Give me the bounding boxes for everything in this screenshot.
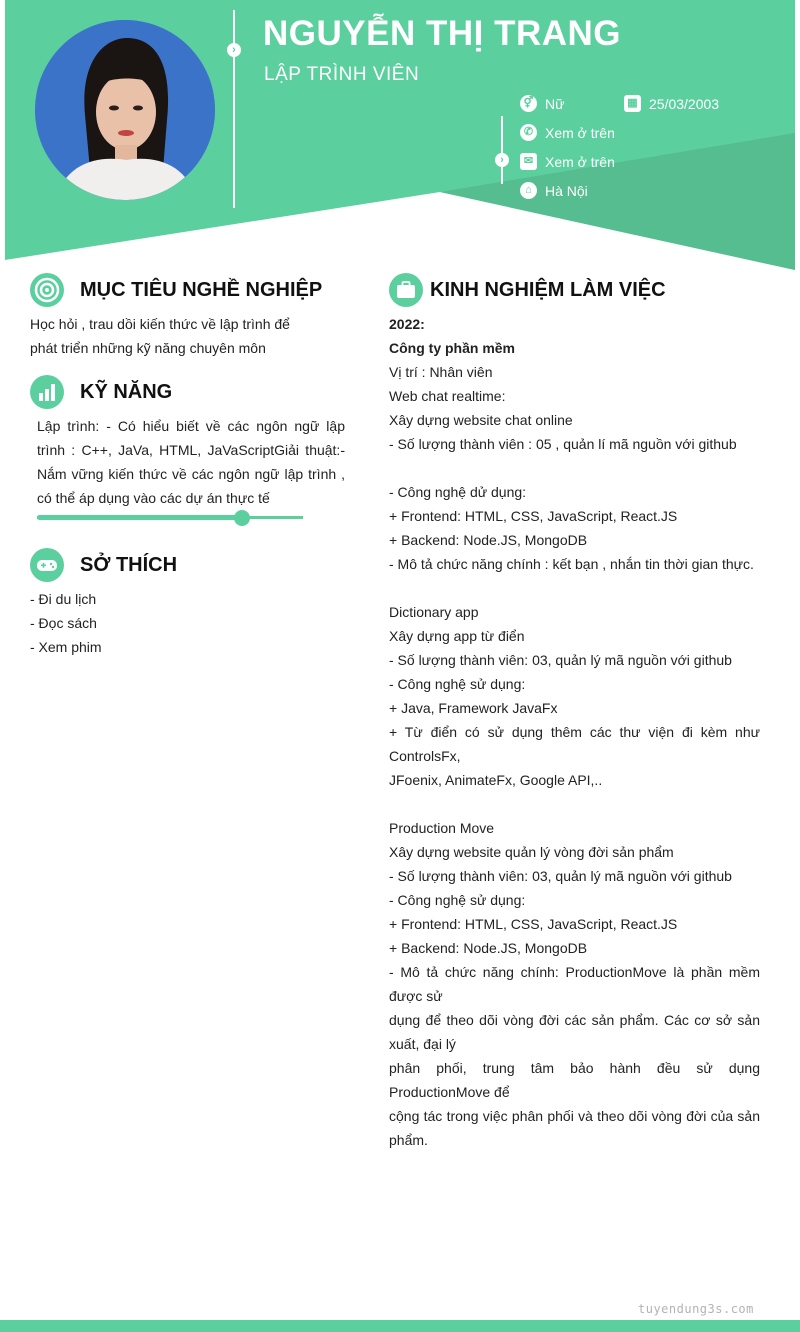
experience-line: + Frontend: HTML, CSS, JavaScript, React.JS — [389, 916, 678, 932]
skills-title: KỸ NĂNG — [80, 380, 173, 403]
experience-line: dụng để theo dõi vòng đời các sản phẩm. Các cơ sở sản xuất, đại lý — [389, 1012, 760, 1052]
gamepad-icon — [30, 548, 64, 582]
experience-line: + Frontend: HTML, CSS, JavaScript, React.JS — [389, 508, 678, 524]
experience-line: phân phối, trung tâm bảo hành đều sử dụng ProductionMove để — [389, 1060, 760, 1100]
footer-bar — [0, 1320, 800, 1332]
dob-value: 25/03/2003 — [649, 95, 720, 112]
chevron-right-icon: › — [495, 153, 509, 167]
info-dob — [624, 95, 719, 112]
cv-header — [0, 0, 800, 275]
experience-title: KINH NGHIỆM LÀM VIỆC — [430, 278, 666, 301]
experience-line: - Số lượng thành viên: 03, quản lý mã nguồn với github — [389, 652, 732, 668]
skills-text: Lập trình: - Có hiểu biết về các ngôn ngữ lập trình : C++, JaVa, HTML, JaVaScriptGiải thuật:- Nắm vững kiến thức về các ngôn ngữ lập trình , có thể áp dụng vào các dự án thực tế — [37, 418, 345, 506]
calendar-icon: ▦ — [624, 95, 641, 112]
hobby-item: - Đi du lịch — [30, 591, 97, 607]
experience-line: + Backend: Node.JS, MongoDB — [389, 532, 588, 548]
info-email — [520, 153, 615, 170]
experience-line: - Mô tả chức năng chính : kết bạn , nhắn tin thời gian thực. — [389, 556, 754, 572]
email-icon: ✉ — [520, 153, 537, 170]
experience-line: cộng tác trong việc phân phối và theo dõi vòng đời của sản phẩm. — [389, 1108, 760, 1148]
experience-line: Vị trí : Nhân viên — [389, 364, 493, 380]
info-phone — [520, 124, 615, 141]
experience-line: Xây dựng website chat online — [389, 412, 573, 428]
experience-line: - Công nghệ sử dụng: — [389, 892, 526, 908]
briefcase-icon — [389, 273, 423, 307]
experience-line: 2022: — [389, 316, 425, 332]
gender-icon: ⚥ — [520, 95, 537, 112]
info-gender — [520, 95, 564, 112]
experience-line: Xây dựng app từ điển — [389, 628, 525, 644]
experience-line: - Mô tả chức năng chính: ProductionMove là phần mềm được sử — [389, 964, 760, 1004]
experience-section-header — [389, 273, 666, 307]
gender-value: Nữ — [545, 95, 565, 112]
experience-line: Production Move — [389, 820, 495, 836]
watermark: tuyendung3s.com — [638, 1302, 754, 1316]
info-address — [520, 182, 588, 199]
experience-line: Công ty phần mềm — [389, 340, 516, 356]
experience-line: JFoenix, AnimateFx, Google API,.. — [389, 772, 603, 788]
experience-spacer — [389, 576, 760, 600]
experience-line: Xây dựng website quản lý vòng đời sản phẩm — [389, 844, 674, 860]
candidate-role: LẬP TRÌNH VIÊN — [264, 64, 420, 85]
experience-line: - Số lượng thành viên : 05 , quản lí mã nguồn với github — [389, 436, 737, 452]
skills-section-header — [30, 375, 172, 409]
experience-line: Web chat realtime: — [389, 388, 506, 404]
experience-line: Dictionary app — [389, 604, 479, 620]
experience-line: - Công nghệ dử dụng: — [389, 484, 527, 500]
target-icon — [30, 273, 64, 307]
hobby-item: - Xem phim — [30, 639, 102, 655]
phone-value: Xem ở trên — [545, 124, 615, 141]
objective-line: Học hỏi , trau dồi kiến thức về lập trình để — [30, 316, 290, 332]
contact-divider — [501, 116, 503, 184]
experience-body — [389, 312, 760, 1152]
experience-line: + Từ điển có sử dụng thêm các thư viện đi kèm như ControlsFx, — [389, 724, 760, 764]
address-value: Hà Nội — [545, 182, 588, 199]
hobbies-list — [30, 587, 330, 659]
hobby-item: - Đọc sách — [30, 615, 97, 631]
experience-line: + Backend: Node.JS, MongoDB — [389, 940, 588, 956]
experience-line: + Java, Framework JavaFx — [389, 700, 558, 716]
header-divider — [233, 10, 235, 208]
experience-spacer — [389, 792, 760, 816]
home-icon: ⌂ — [520, 182, 537, 199]
experience-line: - Công nghệ sử dụng: — [389, 676, 526, 692]
hobbies-section-header — [30, 548, 177, 582]
objective-section-header — [30, 273, 322, 307]
candidate-name: NGUYỄN THỊ TRANG — [263, 14, 621, 53]
objective-text — [30, 312, 350, 360]
objective-title: MỤC TIÊU NGHỀ NGHIỆP — [80, 278, 323, 301]
chevron-right-icon: › — [227, 43, 241, 57]
objective-line: phát triển những kỹ năng chuyên môn — [30, 340, 266, 356]
hobbies-title: SỞ THÍCH — [80, 553, 178, 576]
bar-chart-icon — [30, 375, 64, 409]
experience-line: - Số lượng thành viên: 03, quản lý mã nguồn với github — [389, 868, 732, 884]
email-value: Xem ở trên — [545, 153, 615, 170]
skill-level-knob — [234, 510, 250, 526]
phone-icon: ✆ — [520, 124, 537, 141]
skill-level-fill — [37, 515, 242, 520]
experience-spacer — [389, 456, 760, 480]
avatar — [35, 20, 215, 200]
